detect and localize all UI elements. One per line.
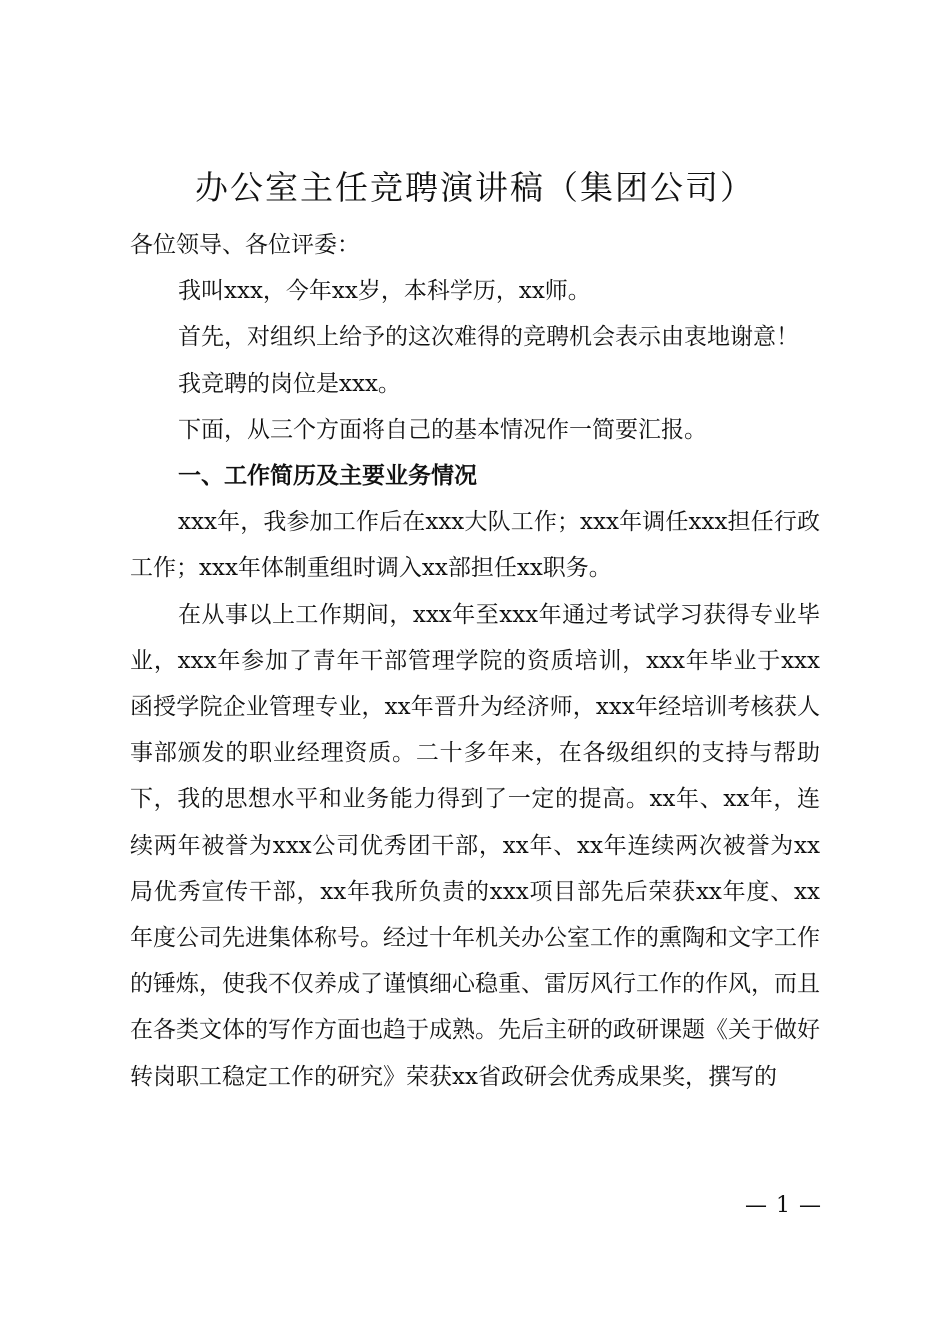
document-title: 办公室主任竞聘演讲稿（集团公司） xyxy=(195,168,755,207)
paragraph-achievements: 在从事以上工作期间，xxx年至xxx年通过考试学习获得专业毕业，xxx年参加了青年干部管理学院的资质培训，xxx年毕业于xxx函授学院企业管理专业，xx年晋升为经济师，xxx年经培训考核获人事部颁发的职业经理资质。二十多年来，在各级组织的支持与帮助下，我的思想水平和业务能力得到了一定的提高。xx年、xx年，连续两年被誉为xxx公司优秀团干部，xx年、xx年连续两次被誉为xx局优秀宣传干部，xx年我所负责的xxx项目部先后荣获xx年度、xx年度公司先进集体称号。经过十年机关办公室工作的熏陶和文字工作的锤炼，使我不仅养成了谨慎细心稳重、雷厉风行工作的作风，而且在各类文体的写作方面也趋于成熟。先后主研的政研课题《关于做好转岗职工稳定工作的研究》荣获xx省政研会优秀成果奖，撰写的 xyxy=(130,601,820,1090)
paragraph-thanks: 首先，对组织上给予的这次难得的竞聘机会表示由衷地谢意！ xyxy=(178,324,799,351)
salutation: 各位领导、各位评委： xyxy=(130,232,360,258)
section-heading: 一、工作简历及主要业务情况 xyxy=(178,463,477,490)
paragraph-work-history: xxx年，我参加工作后在xxx大队工作；xxx年调任xxx担任行政工作；xxx年体制重组时调入xx部担任xx职务。 xyxy=(130,509,820,582)
paragraph-intro: 我叫xxx，今年xx岁，本科学历，xx师。 xyxy=(178,278,591,305)
document-body xyxy=(130,222,820,1100)
paragraph-position: 我竞聘的岗位是xxx。 xyxy=(178,370,401,397)
page-number: — 1 — xyxy=(745,1193,822,1218)
paragraph-overview: 下面，从三个方面将自己的基本情况作一简要汇报。 xyxy=(178,416,707,443)
